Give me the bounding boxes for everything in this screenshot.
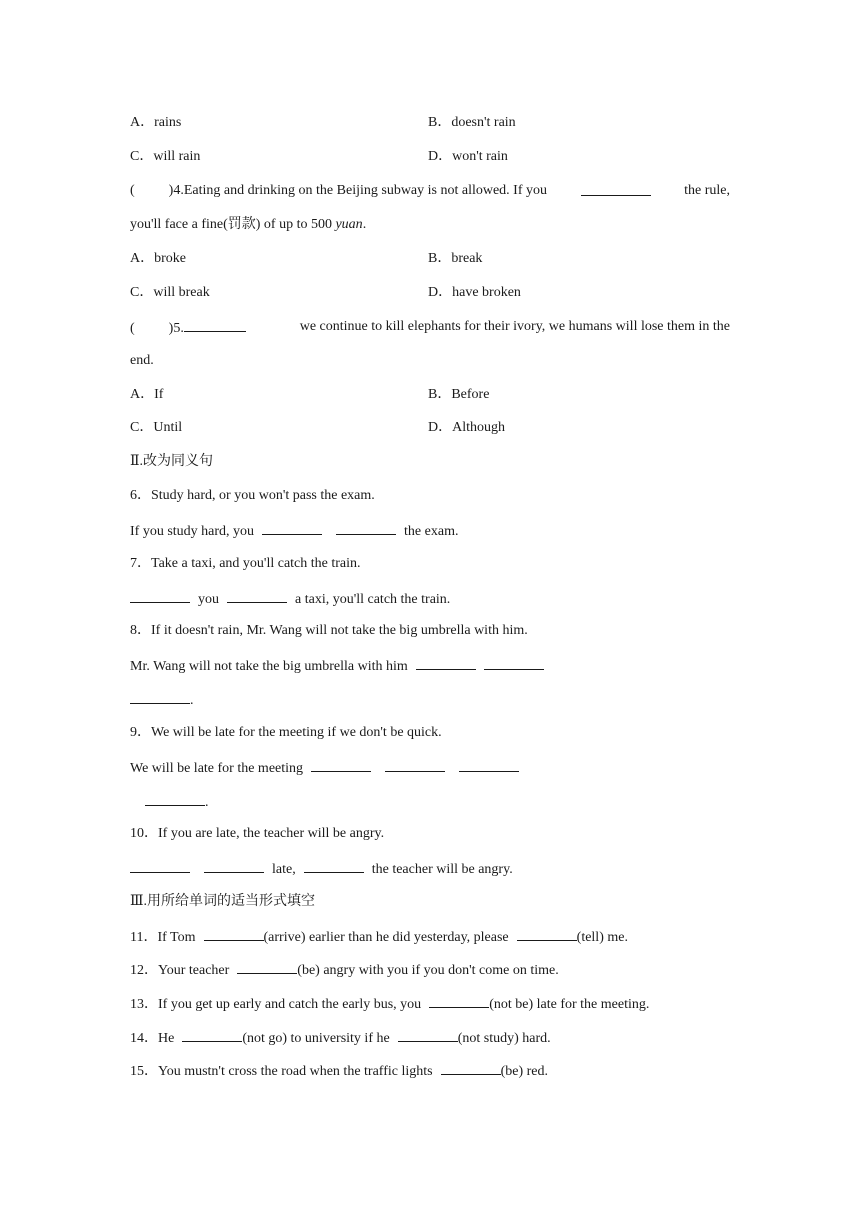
q13-blank[interactable] xyxy=(429,994,489,1008)
q6-answer-line xyxy=(130,521,458,541)
q3-option-a: A．rains xyxy=(130,115,182,130)
q5-stem xyxy=(130,318,730,338)
q8-answer-line xyxy=(130,656,544,676)
q11-blank-1[interactable] xyxy=(204,927,264,941)
q5-option-a: A．If xyxy=(130,387,164,402)
q4-stem-end: the rule, xyxy=(684,183,730,198)
q3-option-d: D．won't rain xyxy=(428,149,508,164)
q8-blank-2[interactable] xyxy=(484,656,544,670)
q10-blank-2[interactable] xyxy=(204,859,264,873)
q8-answer-line2 xyxy=(130,690,194,710)
q9-blank-1[interactable] xyxy=(311,758,371,772)
q10-blank-3[interactable] xyxy=(304,859,364,873)
q5-option-c: C．Until xyxy=(130,420,183,435)
q9-answer-line xyxy=(130,758,519,778)
q11-text-end: (tell) me. xyxy=(576,930,628,945)
q7-prompt: 7．Take a taxi, and you'll catch the train. xyxy=(130,556,361,571)
q4-option-c: C．will break xyxy=(130,285,210,300)
q9-blank-4[interactable] xyxy=(145,792,205,806)
q4-number: )4. xyxy=(168,183,184,198)
q15-text-end: (be) red. xyxy=(500,1064,549,1079)
q4-paren-open: ( xyxy=(130,183,135,198)
q5-number: )5. xyxy=(168,321,184,336)
q4-line2-text: you'll face a fine(罚款) of up to 500 xyxy=(130,217,336,232)
q15-text: 15．You mustn't cross the road when the traffic lights xyxy=(130,1064,433,1079)
section3-title: Ⅲ.用所给单词的适当形式填空 xyxy=(130,894,316,909)
q11-blank-2[interactable] xyxy=(517,927,577,941)
q14-line xyxy=(130,1028,551,1048)
q4-stem-text: Eating and drinking on the Beijing subway is not allowed. If you xyxy=(183,183,548,198)
q4-stem xyxy=(130,182,730,202)
q5-paren-open: ( xyxy=(130,321,135,336)
q12-line xyxy=(130,960,559,980)
q4-option-d: D．have broken xyxy=(428,285,521,300)
q5-option-d: D．Although xyxy=(428,420,505,435)
q9-blank-3[interactable] xyxy=(459,758,519,772)
q10-answer-end: the teacher will be angry. xyxy=(371,862,513,877)
q12-blank[interactable] xyxy=(237,960,297,974)
q3-option-b: B．doesn't rain xyxy=(428,115,516,130)
q8-blank-3[interactable] xyxy=(130,690,190,704)
q10-prompt: 10．If you are late, the teacher will be angry. xyxy=(130,826,385,841)
q4-option-a: A．broke xyxy=(130,251,186,266)
q4-line2-italic: yuan xyxy=(335,217,363,232)
q8-answer-period: . xyxy=(190,693,194,708)
q9-answer-text: We will be late for the meeting xyxy=(130,761,304,776)
q6-blank-2[interactable] xyxy=(336,521,396,535)
q14-text: 14．He xyxy=(130,1031,175,1046)
q11-text-mid: (arrive) earlier than he did yesterday, please xyxy=(263,930,509,945)
q8-answer-text: Mr. Wang will not take the big umbrella with him xyxy=(130,659,408,674)
q11-text: 11．If Tom xyxy=(130,930,196,945)
q6-answer-end: the exam. xyxy=(404,524,459,539)
q5-stem-text: we continue to kill elephants for their ivory, we humans will lose them in the xyxy=(299,319,730,334)
q9-answer-period: . xyxy=(205,795,209,810)
q4-line2-period: . xyxy=(362,217,367,232)
q13-text-end: (not be) late for the meeting. xyxy=(489,997,650,1012)
q15-blank[interactable] xyxy=(441,1061,501,1075)
q14-blank-1[interactable] xyxy=(182,1028,242,1042)
q9-blank-2[interactable] xyxy=(385,758,445,772)
section2-title: Ⅱ.改为同义句 xyxy=(130,454,214,469)
q9-answer-line2 xyxy=(145,792,209,812)
q10-blank-1[interactable] xyxy=(130,859,190,873)
q7-blank-1[interactable] xyxy=(130,589,190,603)
q7-blank-2[interactable] xyxy=(227,589,287,603)
q13-line xyxy=(130,994,649,1014)
q10-answer-line xyxy=(130,859,513,879)
q5-stem-line2: end. xyxy=(130,353,154,368)
q3-option-c: C．will rain xyxy=(130,149,201,164)
q4-blank[interactable] xyxy=(581,182,651,196)
q12-text: 12．Your teacher xyxy=(130,963,230,978)
q11-line xyxy=(130,927,628,947)
q12-text-end: (be) angry with you if you don't come on time. xyxy=(297,963,559,978)
q6-blank-1[interactable] xyxy=(262,521,322,535)
q8-prompt: 8．If it doesn't rain, Mr. Wang will not take the big umbrella with him. xyxy=(130,623,528,638)
q14-blank-2[interactable] xyxy=(398,1028,458,1042)
q13-text: 13．If you get up early and catch the early bus, you xyxy=(130,997,422,1012)
q7-answer-line xyxy=(130,589,450,609)
q14-text-end: (not study) hard. xyxy=(457,1031,551,1046)
q8-blank-1[interactable] xyxy=(416,656,476,670)
q10-answer-mid: late, xyxy=(272,862,296,877)
q7-answer-mid: you xyxy=(198,592,219,607)
q4-option-b: B．break xyxy=(428,251,483,266)
q4-stem-line2 xyxy=(130,216,366,234)
q6-prompt: 6．Study hard, or you won't pass the exam. xyxy=(130,488,375,503)
q14-text-mid: (not go) to university if he xyxy=(242,1031,390,1046)
q15-line xyxy=(130,1061,548,1081)
q9-prompt: 9．We will be late for the meeting if we don't be quick. xyxy=(130,725,442,740)
q5-option-b: B．Before xyxy=(428,387,490,402)
q5-blank[interactable] xyxy=(184,318,246,332)
q6-answer-text: If you study hard, you xyxy=(130,524,255,539)
q7-answer-end: a taxi, you'll catch the train. xyxy=(295,592,451,607)
